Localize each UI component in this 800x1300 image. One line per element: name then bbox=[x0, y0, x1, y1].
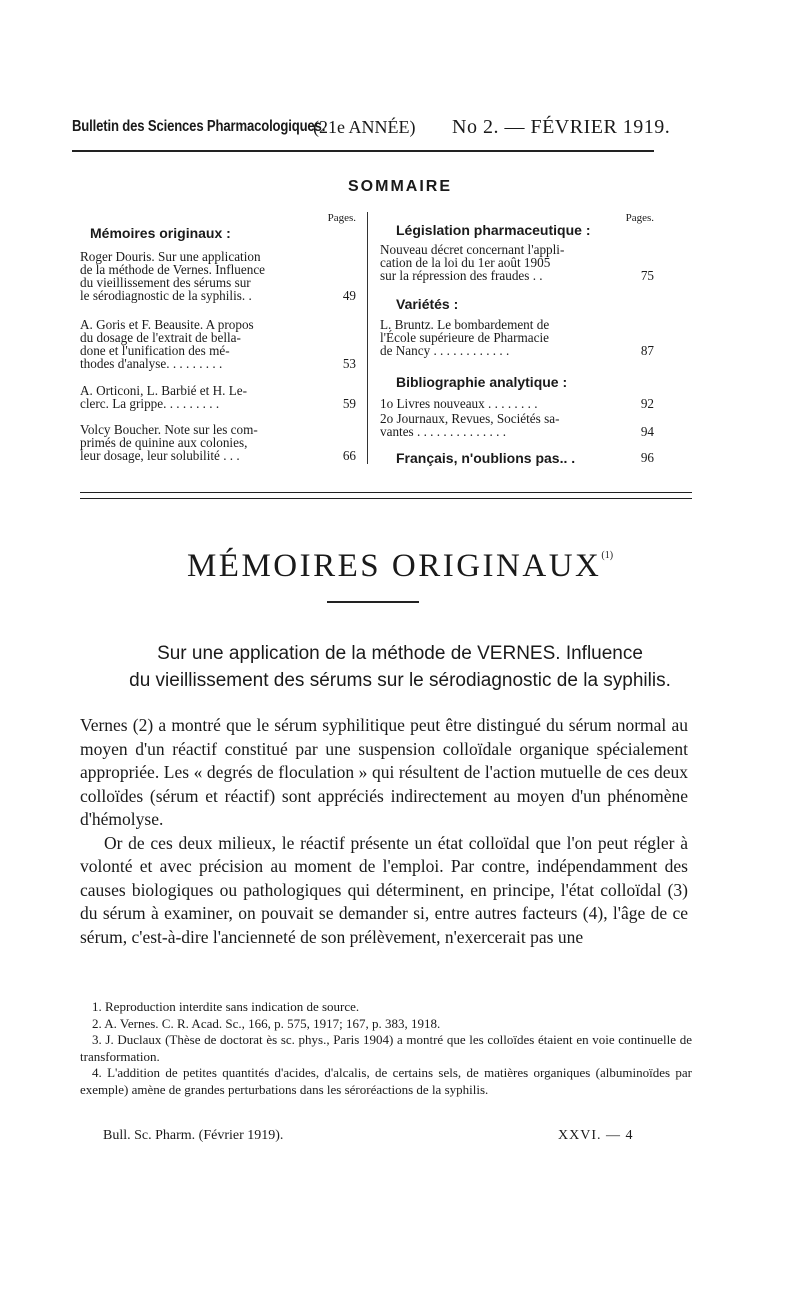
toc-line: Roger Douris. Sur une application bbox=[80, 249, 261, 264]
pages-label: Pages. bbox=[327, 212, 356, 224]
toc-line: l'École supérieure de Pharmacie bbox=[380, 330, 549, 345]
section-rule bbox=[80, 492, 692, 493]
toc-entry bbox=[80, 384, 356, 410]
toc-page-number: 59 bbox=[342, 396, 356, 411]
article-body bbox=[80, 714, 688, 949]
toc-line: A. Goris et F. Beausite. A propos bbox=[80, 317, 254, 332]
sommaire-left-column bbox=[80, 212, 356, 472]
toc-line: Nouveau décret concernant l'appli- bbox=[380, 242, 565, 257]
section-rule bbox=[80, 498, 692, 499]
toc-line: sur la répression des fraudes . . bbox=[380, 268, 543, 283]
toc-line: cation de la loi du 1er août 1905 bbox=[380, 255, 551, 270]
toc-line: du dosage de l'extrait de bella- bbox=[80, 330, 241, 345]
toc-entry bbox=[80, 423, 356, 462]
article-title bbox=[60, 640, 740, 694]
footnote: 2. A. Vernes. C. R. Acad. Sc., 166, p. 575, 1917; 167, p. 383, 1918. bbox=[92, 1015, 441, 1031]
footnote: 1. Reproduction interdite sans indication de source. bbox=[92, 999, 360, 1014]
toc-line: done et l'unification des mé- bbox=[80, 343, 230, 358]
section-heading-varietes: Variétés : bbox=[396, 296, 459, 312]
toc-line: de Nancy . . . . . . . . . . . . bbox=[380, 343, 510, 358]
body-paragraph: Or de ces deux milieux, le réactif présente un état colloïdal que l'on peut régler à volonté et avec précision au moment de l'emploi. Par contre, indépendamment des causes biologiques ou pathologiques qui déterminent, en principe, l'état colloïdal (3) du sérum à examiner, on pouvait se demander si, entre autres facteurs (4), l'âge de ce sérum, c'est-à-dire l'ancienneté de son prélèvement, n'exercerait pas une bbox=[80, 832, 688, 947]
toc-line: vantes . . . . . . . . . . . . . . bbox=[380, 424, 507, 439]
footnote: 3. J. Duclaux (Thèse de doctorat ès sc. phys., Paris 1904) a montré que les colloïdes étaient en voie continuelle de transformation. bbox=[80, 1032, 692, 1064]
toc-page-number: 87 bbox=[640, 343, 654, 358]
section-heading-legislation: Législation pharmaceutique : bbox=[396, 222, 591, 238]
header-rule bbox=[72, 150, 654, 152]
article-title-line: Sur une application de la méthode de VERNES. Influence bbox=[157, 643, 643, 664]
toc-line: primés de quinine aux colonies, bbox=[80, 435, 248, 450]
section-heading-bibliographie: Bibliographie analytique : bbox=[396, 374, 568, 390]
sommaire-heading: SOMMAIRE bbox=[348, 178, 452, 195]
toc-page-number: 92 bbox=[640, 396, 654, 411]
footnotes bbox=[80, 999, 692, 1098]
toc-page-number: 96 bbox=[640, 450, 654, 465]
toc-page-number: 66 bbox=[342, 448, 356, 463]
main-title bbox=[0, 548, 800, 585]
column-divider bbox=[367, 212, 368, 464]
toc-line: de la méthode de Vernes. Influence bbox=[80, 262, 266, 277]
toc-line: 2o Journaux, Revues, Sociétés sa- bbox=[380, 411, 560, 426]
pages-label: Pages. bbox=[625, 212, 654, 224]
toc-line: du vieillissement des sérums sur bbox=[80, 275, 251, 290]
sommaire-right-column bbox=[380, 212, 654, 472]
main-title-text: MÉMOIRES ORIGINAUX bbox=[186, 548, 602, 584]
toc-line: leur dosage, leur solubilité . . . bbox=[80, 448, 240, 463]
journal-year: (21e ANNÉE) bbox=[313, 117, 416, 137]
page-footer-citation: Bull. Sc. Pharm. (Février 1919). bbox=[103, 1128, 284, 1143]
toc-page-number: 75 bbox=[640, 268, 654, 283]
toc-entry bbox=[80, 318, 356, 370]
article-title-line: du vieillissement des sérums sur le sérodiagnostic de la syphilis. bbox=[129, 670, 671, 691]
journal-title: Bulletin des Sciences Pharmacologiques. bbox=[72, 118, 326, 135]
toc-page-number: 53 bbox=[342, 356, 356, 371]
footnote-ref: (1) bbox=[601, 550, 614, 561]
toc-line: Volcy Boucher. Note sur les com- bbox=[80, 422, 258, 437]
toc-entry bbox=[380, 397, 654, 410]
toc-line: 1o Livres nouveaux . . . . . . . . bbox=[380, 396, 538, 411]
toc-line: le sérodiagnostic de la syphilis. . bbox=[80, 288, 252, 303]
page-footer-signature: XXVI. — 4 bbox=[558, 1128, 634, 1143]
footnote: 4. L'addition de petites quantités d'acides, d'alcalis, de certains sels, de matières organiques (albuminoïdes par exemple) amène de grandes perturbations dans les séroréactions de la syphilis. bbox=[80, 1065, 692, 1097]
toc-entry bbox=[380, 318, 654, 357]
toc-entry bbox=[380, 243, 654, 282]
toc-page-number: 49 bbox=[342, 288, 356, 303]
section-heading-francais: Français, n'oublions pas.. . bbox=[396, 450, 576, 466]
toc-entry bbox=[80, 250, 356, 302]
toc-line: L. Bruntz. Le bombardement de bbox=[380, 317, 550, 332]
toc-line: thodes d'analyse. . . . . . . . . bbox=[80, 356, 223, 371]
toc-line: clerc. La grippe. . . . . . . . . bbox=[80, 396, 220, 411]
body-paragraph: Vernes (2) a montré que le sérum syphilitique peut être distingué du sérum normal au moyen d'un réactif constitué par une suspension colloïdale organique spécialement appropriée. Les « degrés de floculation » qui résultent de l'action mutuelle de ces deux colloïdes (sérum et réactif) sont appréciés indirectement au moyen d'un phénomène d'hémolyse. bbox=[80, 715, 688, 829]
toc-page-number: 94 bbox=[640, 424, 654, 439]
toc-line: A. Orticoni, L. Barbié et H. Le- bbox=[80, 383, 247, 398]
issue-date: No 2. — FÉVRIER 1919. bbox=[452, 116, 671, 138]
toc-entry bbox=[380, 412, 654, 438]
title-rule bbox=[327, 601, 419, 603]
section-heading-memoires: Mémoires originaux : bbox=[90, 225, 231, 241]
